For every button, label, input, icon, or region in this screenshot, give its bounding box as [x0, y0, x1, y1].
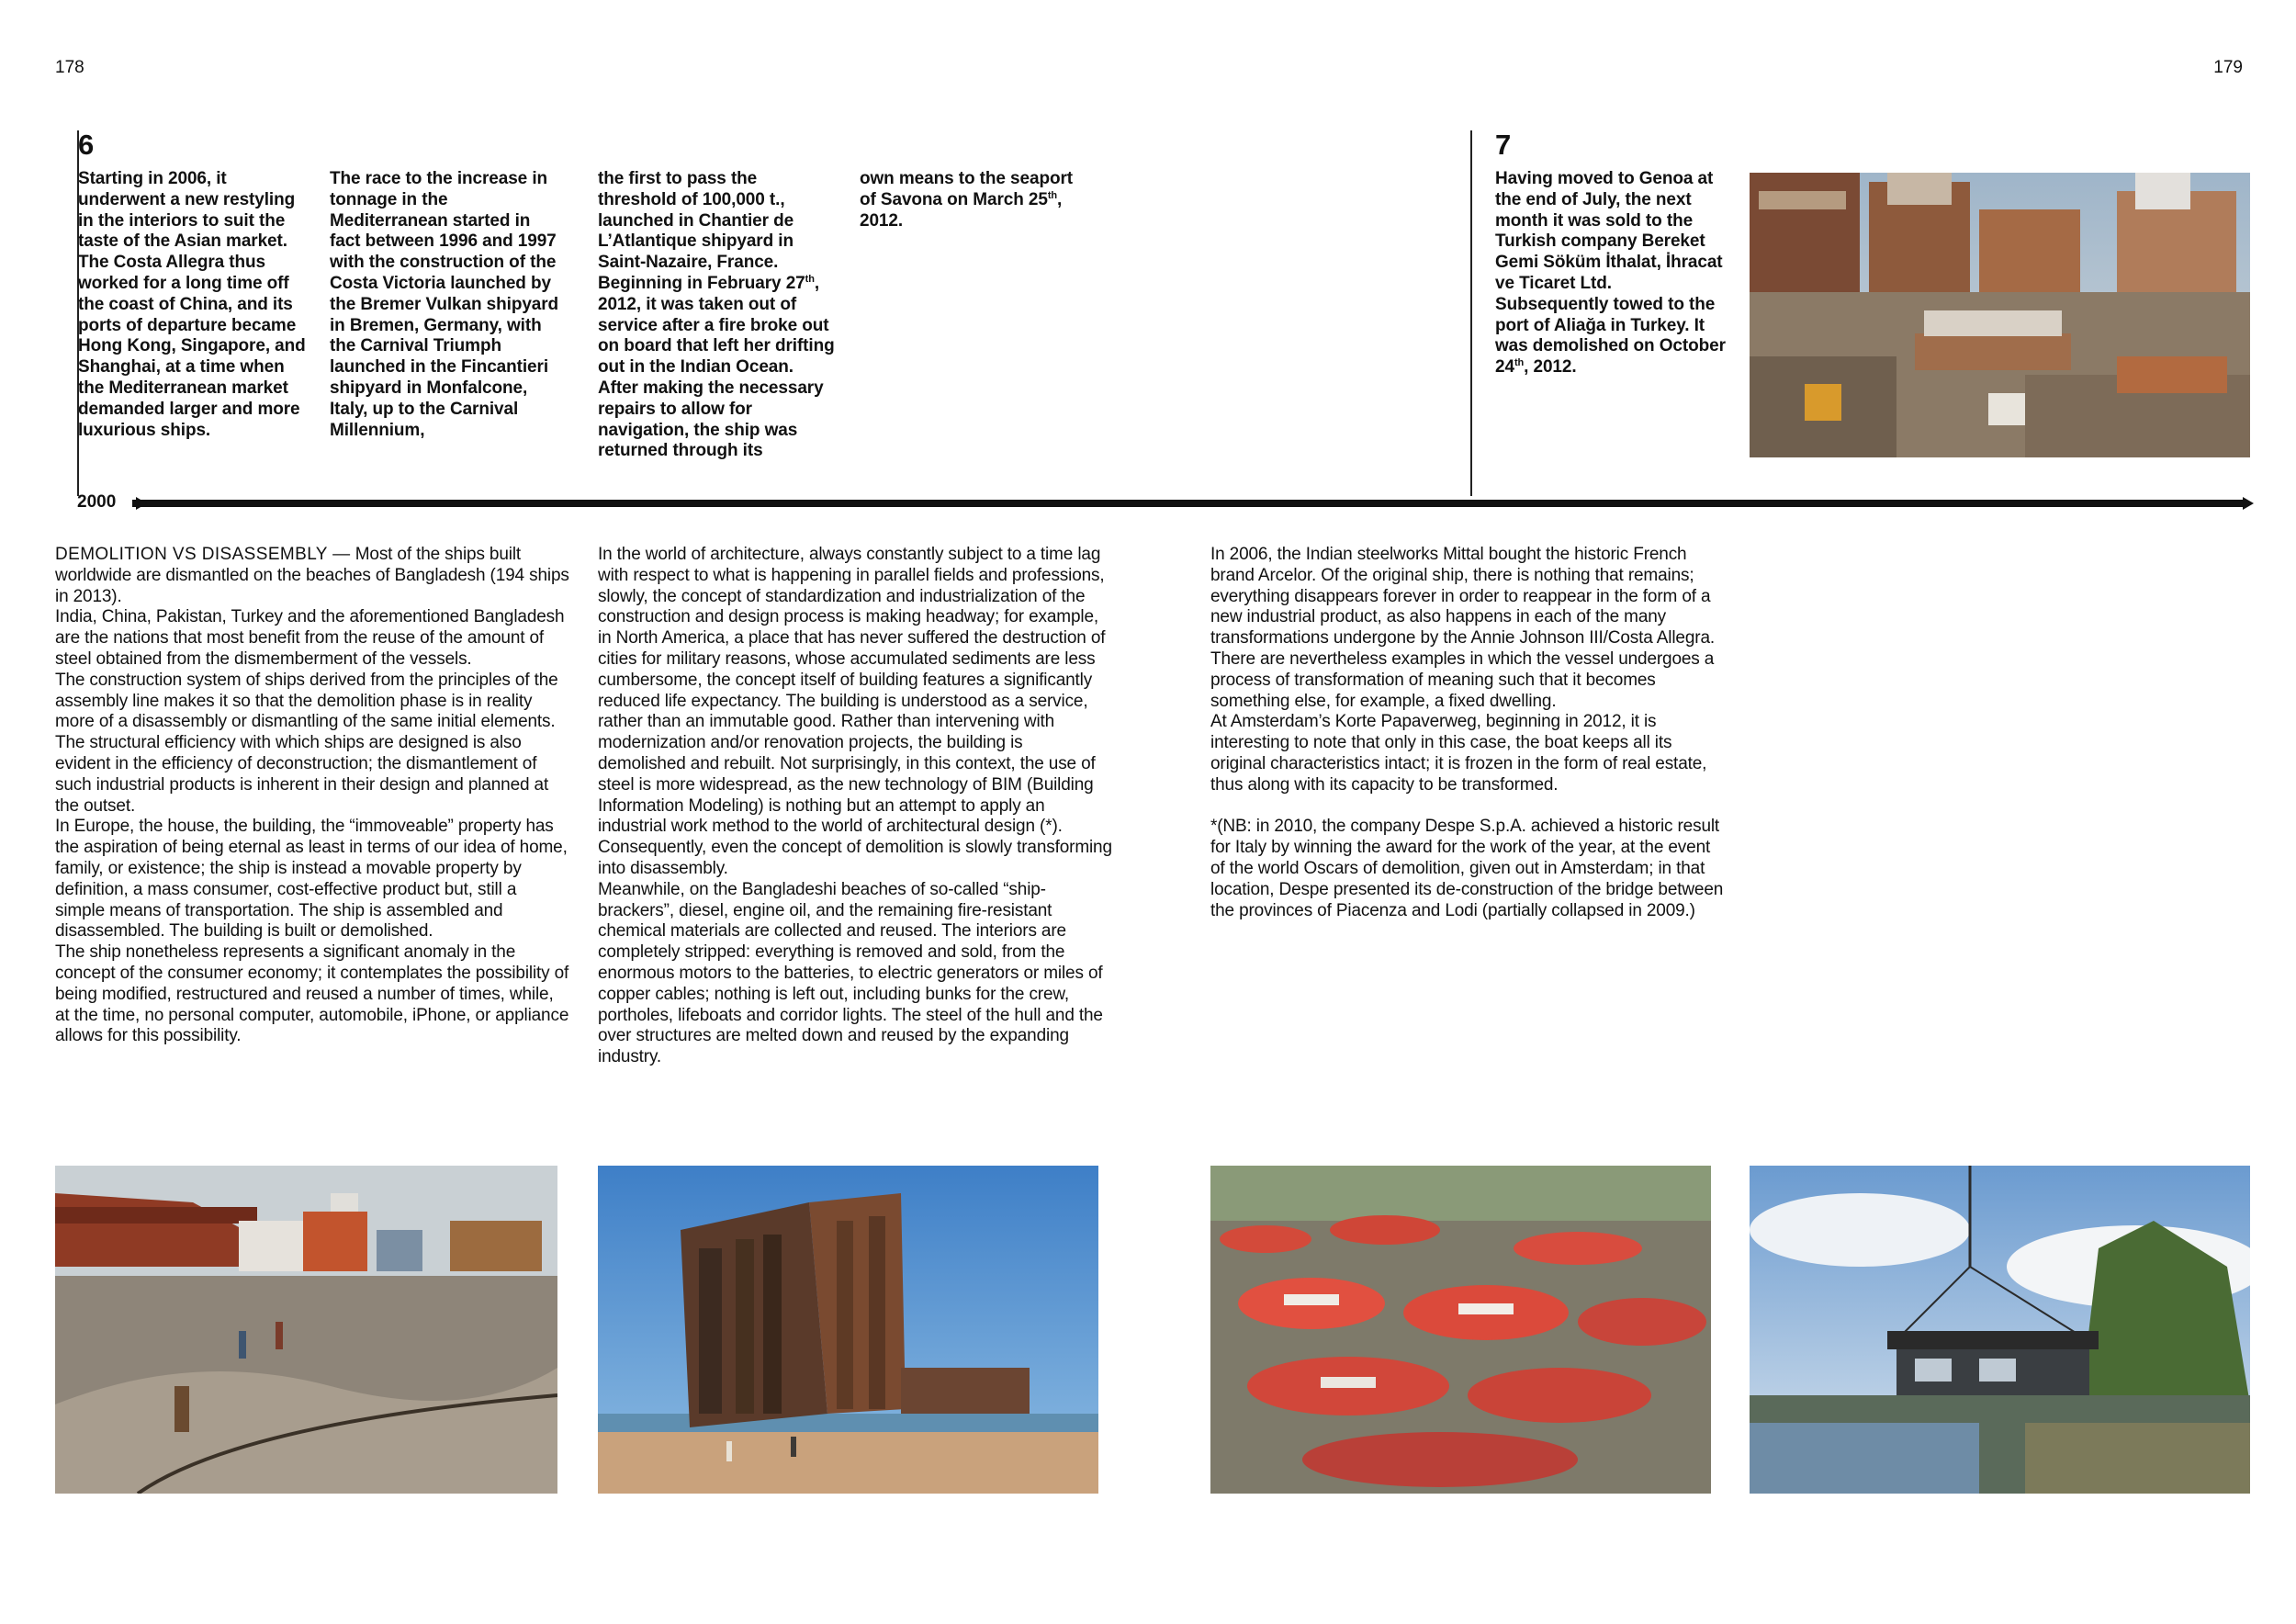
entry-6-column-4: own means to the seaport of Savona on March 25th, 2012.: [860, 169, 1073, 231]
page-number-left: 178: [55, 58, 84, 77]
shipyard-scrap-photo: [1750, 173, 2250, 457]
hull-section-photo: [598, 1166, 1098, 1494]
article-column-2: In the world of architecture, always constantly subject to a time lag with respect to what is happening in parallel fields and professions, slowly, the concept of standardization and industrialization of the construction and design process is making headway; for example, in North America, a place that has never suffered the destruction of cities for military reasons, whose accumulated sediments are less cumbersome, the concept itself of building features a significantly reduced life expectancy. The building is understood as a service, rather than an immutable good. Rather than intervening with modernization and/or renovation projects, the building is demolished and rebuilt. Not surprisingly, in this context, the use of steel is more widespread, as the new technology of BIM (Building Information Modeling) is nothing but an attempt to apply an industrial work method to the world of architectural design (*). Consequently, even the concept of demolition is slowly transforming into disassembly. Meanwhile, on the Bangladeshi beaches of so-called “ship-brackers”, diesel, engine oil, and the remaining fire-resistant chemical materials are collected and reused. The interiors are completely stripped: everything is removed and sold, from the enormous motors to the batteries, to electric generators or miles of copper cables; nothing is left out, including bunks for the crew, portholes, lifeboats and corridor lights. The steel of the hull and the over structures are melted down and reused by the expanding industry.: [598, 545, 1112, 1067]
entry-number-7: 7: [1495, 129, 1512, 161]
entry-7-rule: [1470, 130, 1472, 496]
entry-6-column-2: The race to the increase in tonnage in the Mediterranean started in fact between 1996 and 1997 with the construction of the Costa Victoria launched by the Bremer Vulkan shipyard in Bremen, Germany, with the Carnival Triumph launched in the Fincantieri shipyard in Monfalcone, Italy, up to the Carnival Millennium,: [330, 169, 559, 440]
entry-6-column-1: Starting in 2006, it underwent a new restyling in the interiors to suit the taste of the Asian market. The Costa Allegra thus worked for a long time off the coast of China, and its ports of departure became Hong Kong, Singapore, and Shanghai, at a time when the Mediterranean market demanded larger and more luxurious ships.: [78, 169, 306, 440]
timeline-bar: [77, 493, 2254, 513]
article-column-1: DEMOLITION VS DISASSEMBLY — Most of the ships built worldwide are dismantled on the beaches of Bangladesh (194 ships in 2013). India, China, Pakistan, Turkey and the aforementioned Bangladesh are the nations that most benefit from the reuse of the amount of steel obtained from the dismemberment of the vessels. The construction system of ships derived from the principles of the assembly line makes it so that the demolition phase is in reality more of a disassembly or dismantling of the same initial elements. The structural efficiency with which ships are designed is also evident in the efficiency of deconstruction; the dismantlement of such industrial products is inherent in their design and planned at the outset. In Europe, the house, the building, the “immoveable” property has the aspiration of being eternal as least in terms of our idea of home, family, or existence; the ship is instead a movable property by definition, a mass consumer, cost-effective product but, still a simple means of transportation. The ship is assembled and disassembled. The building is built or demolished. The ship nonetheless represents a significant anomaly in the concept of the consumer economy; it contemplates the possibility of being modified, restructured and reused a number of times, while, at the time, no personal computer, automobile, iPhone, or appliance allows for this possibility.: [55, 545, 569, 1046]
lifeboats-photo: [1210, 1166, 1711, 1494]
floating-house-photo: [1750, 1166, 2250, 1494]
timeline-year: 2000: [77, 492, 117, 512]
article-lead-title: DEMOLITION VS DISASSEMBLY —: [55, 545, 351, 564]
article-column-3: In 2006, the Indian steelworks Mittal bought the historic French brand Arcelor. Of the original ship, there is nothing that remains; everything disappears forever in order to reappear in the form of a new industrial product, as also happens in each of the many transformations undergone by the Annie Johnson III/Costa Allegra. There are nevertheless examples in which the vessel undergoes a process of transformation of meaning such that it becomes something else, for example, a fixed dwelling. At Amsterdam’s Korte Papaverweg, beginning in 2012, it is interesting to note that only in this case, the boat keeps all its original characteristics intact; it is frozen in the form of real estate, thus along with its capacity to be transformed. *(NB: in 2010, the company Despe S.p.A. achieved a historic result for Italy by winning the award for the work of the year, at the event of the world Oscars of demolition, given out in Amsterdam; in that location, Despe presented its de-construction of the bridge between the provinces of Piacenza and Lodi (partially collapsed in 2009.): [1210, 545, 1724, 920]
entry-7-column-1: Having moved to Genoa at the end of July, the next month it was sold to the Turkish company Bereket Gemi Söküm İthalat, İhracat ve Ticaret Ltd. Subsequently towed to the port of Aliağa in Turkey. It was demolished on October 24th, 2012.: [1495, 169, 1726, 378]
page-number-right: 179: [2213, 58, 2243, 77]
entry-number-6: 6: [78, 129, 95, 161]
entry-6-column-3: the first to pass the threshold of 100,000 t., launched in Chantier de L’Atlantique shipyard in Saint-Nazaire, France. Beginning in February 27th, 2012, it was taken out of service after a fire broke out on board that left her drifting out in the Indian Ocean. After making the necessary repairs to allow for navigation, the ship was returned through its: [598, 169, 835, 461]
article-footnote: *(NB: in 2010, the company Despe S.p.A. achieved a historic result for Italy by winning the award for the work of the year, at the event of the world Oscars of demolition, given out in Amsterdam; in that location, Despe presented its de-construction of the bridge between the provinces of Piacenza and Lodi (partially collapsed in 2009.): [1210, 817, 1724, 920]
beach-shipbreaking-photo: [55, 1166, 557, 1494]
